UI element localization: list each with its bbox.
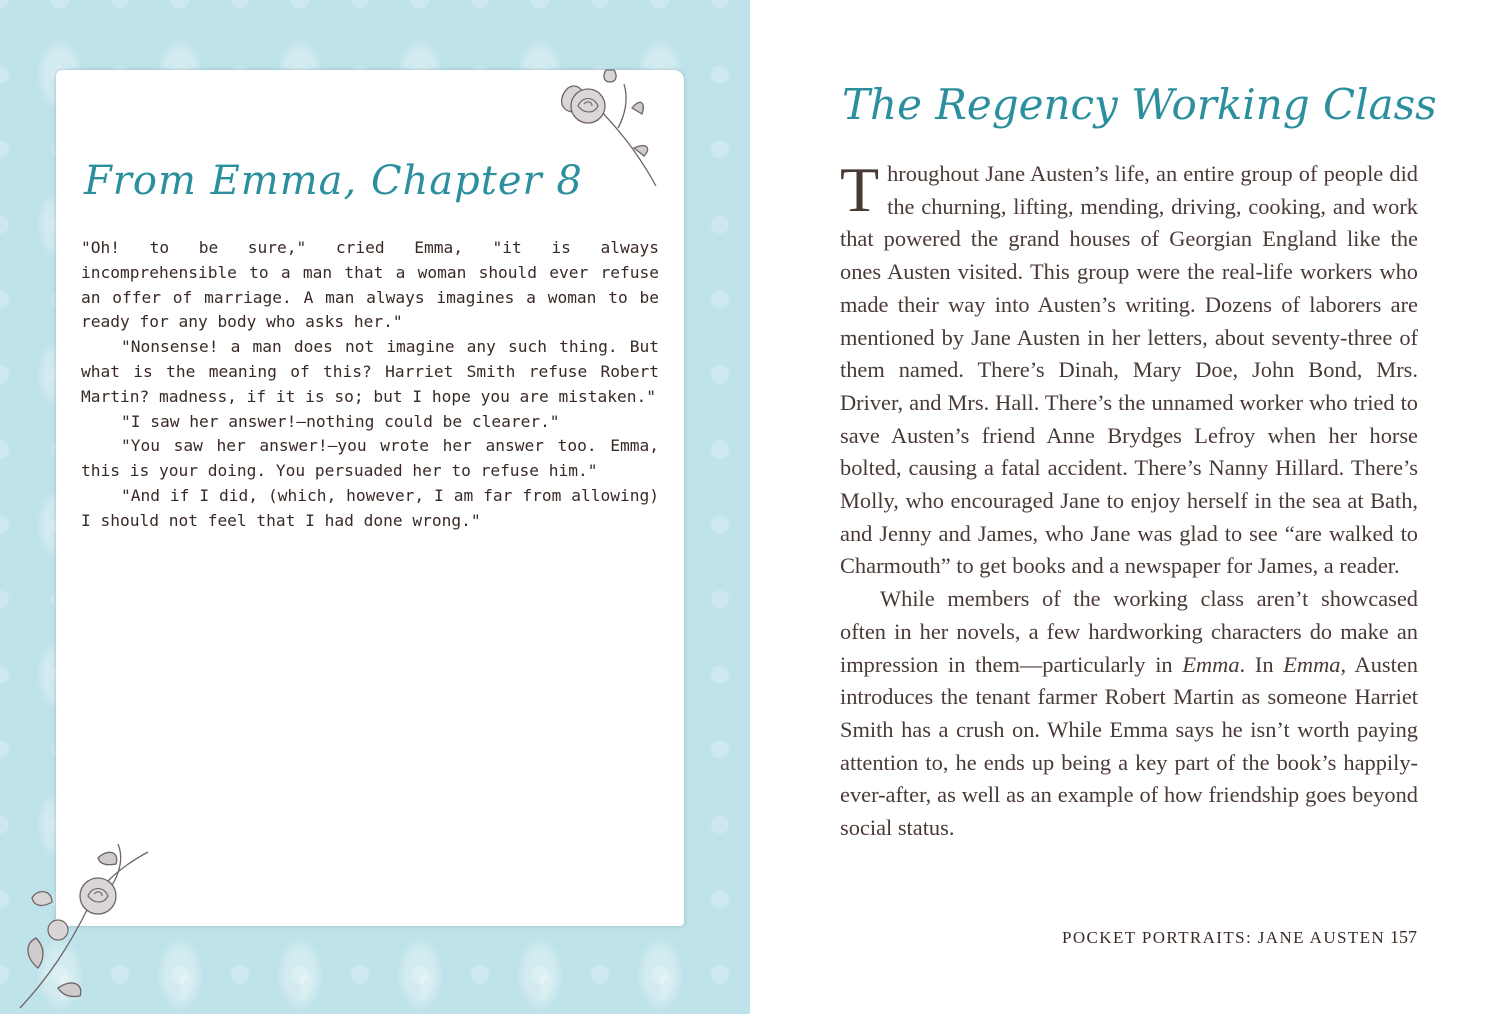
article-paragraph — [840, 583, 1418, 845]
excerpt-text — [81, 236, 659, 534]
article-body — [840, 154, 1418, 845]
article-paragraph-text: , Austen introduces the tenant farmer Robert Martin as someone Harriet Smith has a crush on. While Emma says he isn’t worth paying attention to, he ends up being a key part of the book’s happily-ever-after, as well as an example of how friendship goes beyond social status. — [840, 651, 1418, 841]
excerpt-paragraph: "And if I did, (which, however, I am far from allowing) I should not feel that I had done wrong." — [81, 485, 659, 530]
italic-book-title: Emma — [1182, 651, 1240, 677]
excerpt-paragraph: "Nonsense! a man does not imagine any such thing. But what is the meaning of this? Harriet Smith refuse Robert Martin? madness, if it is so; but I hope you are mistaken." — [81, 337, 659, 406]
running-footer: POCKET PORTRAITS: JANE AUSTEN — [1062, 928, 1386, 947]
rose-branch-illustration-icon — [18, 838, 168, 1014]
page-number: 157 — [1390, 927, 1417, 947]
excerpt-paragraph: "I saw her answer!—nothing could be clearer." — [121, 411, 560, 431]
italic-book-title: Emma — [1283, 651, 1341, 677]
excerpt-paragraph: "You saw her answer!—you wrote her answer too. Emma, this is your doing. You persuaded her to refuse him." — [81, 436, 659, 481]
excerpt-title: From Emma, Chapter 8 — [84, 158, 583, 204]
chapter-title: The Regency Working Class — [842, 80, 1437, 129]
drop-cap: T — [840, 154, 880, 225]
article-paragraph-text: While members of the working class aren’t showcased often in her novels, a few hardworking characters do make an impression in them—particularly in — [840, 586, 1418, 677]
excerpt-paragraph: "Oh! to be sure," cried Emma, "it is always incomprehensible to a man that a woman should ever refuse an offer of marriage. A man always imagines a woman to be ready for any body who asks her." — [81, 238, 659, 332]
article-paragraph-text: hroughout Jane Austen’s life, an entire group of people did the churning, lifting, mending, driving, cooking, and work that powered the grand houses of Georgian England like the ones Austen visited. This group were the real-life workers who made their way into Austen’s writing. Dozens of laborers are mentioned by Jane Austen in her letters, about seventy-three of them named. There’s Dinah, Mary Doe, John Bond, Mrs. Driver, and Mrs. Hall. There’s the unnamed worker who tried to save Austen’s friend Anne Brydges Lefroy when her horse bolted, causing a fatal accident. There’s Nanny Hillard. There’s Molly, who encouraged Jane to enjoy herself in the sea at Bath, and Jenny and James, who Jane was glad to see “are walked to Charmouth” to get books and a newspaper for James, a reader. — [840, 161, 1418, 579]
article-paragraph-text: . In — [1239, 651, 1284, 677]
article-paragraph — [840, 154, 1418, 583]
